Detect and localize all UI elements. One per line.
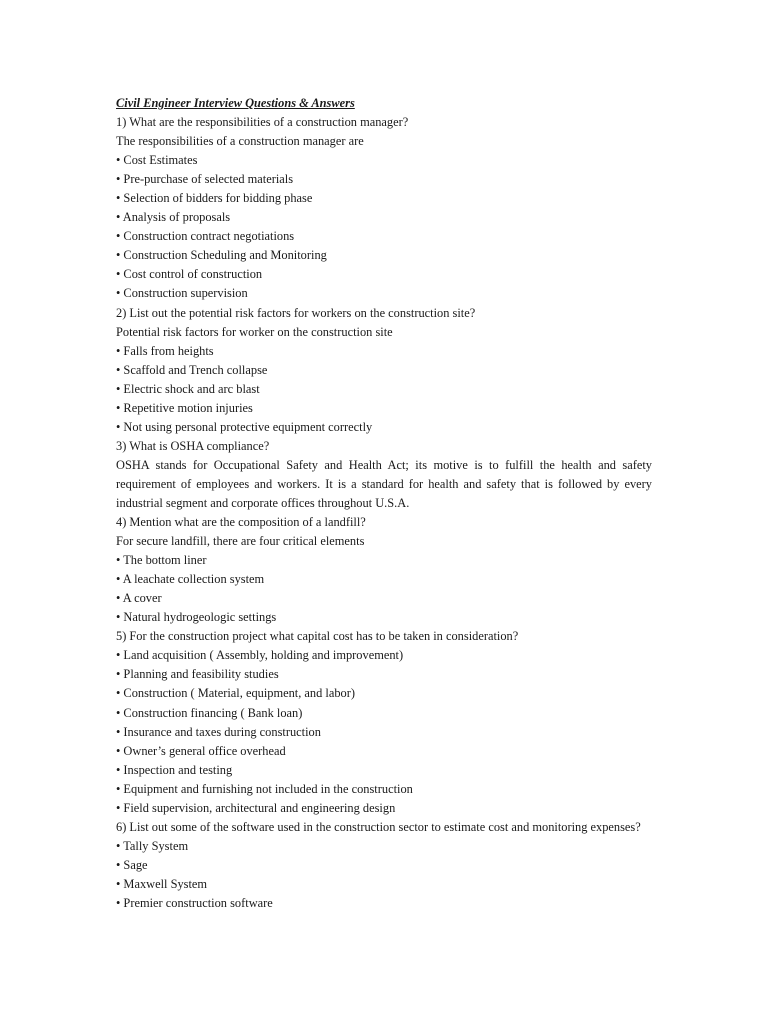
list-item: • Sage: [116, 857, 148, 872]
answer-1-intro: The responsibilities of a construction manager are: [116, 134, 364, 149]
list-item: • Construction ( Material, equipment, and labor): [116, 686, 356, 701]
list-item: • Inspection and testing: [116, 762, 233, 777]
question-3: 3) What is OSHA compliance?: [116, 438, 270, 453]
list-item: • Planning and feasibility studies: [116, 667, 279, 682]
question-2: 2) List out the potential risk factors for workers on the construction site?: [116, 305, 476, 320]
question-5: 5) For the construction project what capital cost has to be taken in consideration?: [116, 629, 519, 644]
list-item: • Tally System: [116, 838, 189, 853]
list-item: • Construction Scheduling and Monitoring: [116, 248, 327, 263]
list-item: • Construction contract negotiations: [116, 229, 295, 244]
answer-3-paragraph: OSHA stands for Occupational Safety and Health Act; its motive is to fulfill the health and safety requirement of employees and workers. It is a standard for health and safety that is followed by every industrial segment and corporate offices throughout U.S.A.: [116, 457, 652, 510]
question-4: 4) Mention what are the composition of a landfill?: [116, 515, 366, 530]
list-item: • Cost Estimates: [116, 153, 198, 168]
list-item: • Land acquisition ( Assembly, holding and improvement): [116, 648, 404, 663]
list-item: • Electric shock and arc blast: [116, 381, 260, 396]
list-item: • Pre-purchase of selected materials: [116, 172, 294, 187]
list-item: • Insurance and taxes during construction: [116, 724, 321, 739]
list-item: • Not using personal protective equipment correctly: [116, 419, 373, 434]
answer-2-intro: Potential risk factors for worker on the construction site: [116, 324, 393, 339]
list-item: • Construction financing ( Bank loan): [116, 705, 303, 720]
list-item: • Repetitive motion injuries: [116, 400, 253, 415]
list-item: • Cost control of construction: [116, 267, 263, 282]
document-title: Civil Engineer Interview Questions & Answers: [116, 96, 355, 110]
list-item: • Falls from heights: [116, 343, 214, 358]
list-item: • Field supervision, architectural and engineering design: [116, 800, 396, 815]
list-item: • Equipment and furnishing not included in the construction: [116, 781, 413, 796]
list-item: • Scaffold and Trench collapse: [116, 362, 268, 377]
document-page: [116, 94, 652, 913]
list-item: • Analysis of proposals: [116, 210, 231, 225]
list-item: • A leachate collection system: [116, 572, 265, 587]
question-1: 1) What are the responsibilities of a construction manager?: [116, 115, 409, 130]
list-item: • A cover: [116, 591, 162, 606]
list-item: • Premier construction software: [116, 895, 273, 910]
list-item: • Owner’s general office overhead: [116, 743, 286, 758]
list-item: • Natural hydrogeologic settings: [116, 610, 277, 625]
answer-4-intro: For secure landfill, there are four critical elements: [116, 534, 365, 549]
question-6: 6) List out some of the software used in the construction sector to estimate cost and monitoring expenses?: [116, 819, 641, 834]
list-item: • Selection of bidders for bidding phase: [116, 191, 313, 206]
list-item: • Construction supervision: [116, 286, 248, 301]
list-item: • Maxwell System: [116, 876, 208, 891]
list-item: • The bottom liner: [116, 553, 207, 568]
